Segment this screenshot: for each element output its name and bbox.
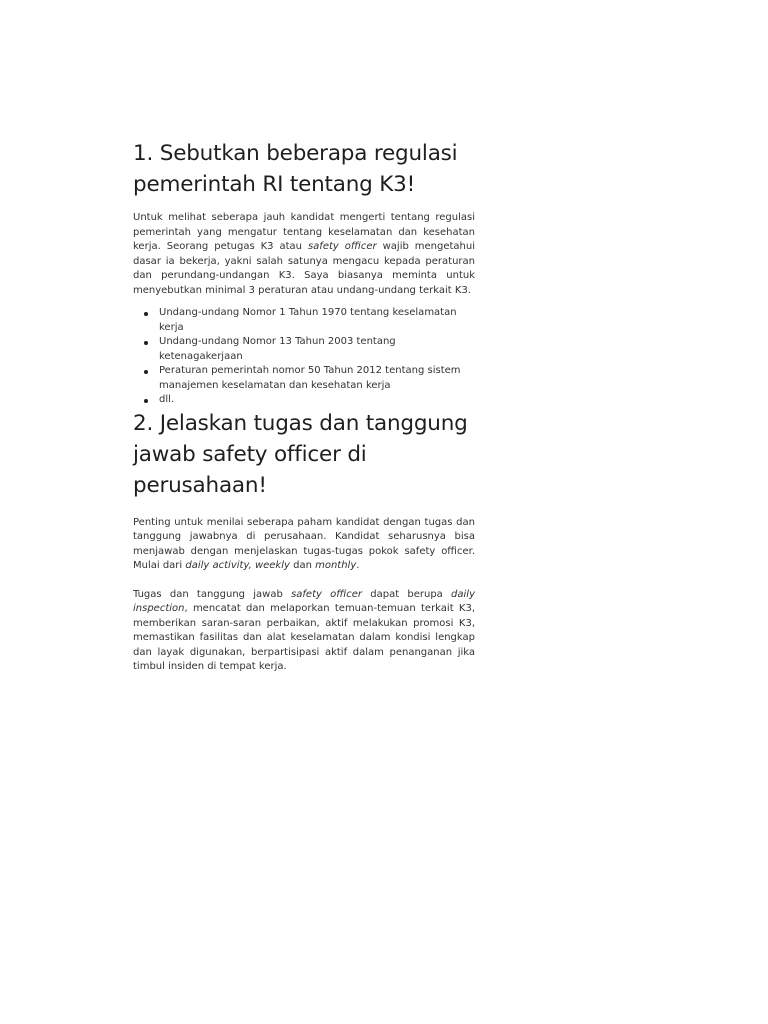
list-item: Peraturan pemerintah nomor 50 Tahun 2012 tentang sistem manajemen keselamatan dan kesehatan kerja bbox=[159, 364, 475, 393]
list-item: Undang-undang Nomor 13 Tahun 2003 tentang ketenagakerjaan bbox=[159, 335, 475, 364]
text-run: dapat berupa bbox=[362, 588, 452, 600]
list-item: Undang-undang Nomor 1 Tahun 1970 tentang keselamatan kerja bbox=[159, 306, 475, 335]
text-run: . bbox=[356, 560, 360, 571]
italic-term: monthly bbox=[315, 560, 357, 571]
question-1-paragraph bbox=[133, 211, 475, 298]
text-run: wajib mengetahui dasar ia bekerja, yakni salah satunya mengacu kepada peraturan dan perundang-undangan K3. Saya biasanya meminta untuk menyebutkan minimal 3 peraturan atau undang-undang terkait K3. bbox=[133, 241, 476, 296]
regulation-list bbox=[133, 306, 475, 408]
italic-term: safety officer bbox=[307, 241, 377, 252]
question-2-heading: 2. Jelaskan tugas dan tanggung jawab safety officer di perusahaan! bbox=[133, 410, 468, 498]
question-1-heading: 1. Sebutkan beberapa regulasi pemerintah RI tentang K3! bbox=[133, 141, 458, 197]
text-run: Tugas dan tanggung jawab bbox=[133, 588, 292, 600]
text-run: Untuk melihat seberapa jauh kandidat mengerti tentang regulasi pemerintah yang mengatur tentang keselamatan dan kesehatan kerja. Seorang petugas K3 atau bbox=[133, 212, 475, 252]
italic-term: daily activity, weekly bbox=[185, 560, 290, 571]
italic-term: safety officer bbox=[291, 588, 363, 600]
text-run: dan bbox=[289, 560, 316, 571]
question-2-paragraph-1 bbox=[133, 516, 475, 574]
list-item: dll. bbox=[159, 393, 475, 408]
question-2-paragraph-2 bbox=[133, 588, 475, 675]
document-page bbox=[133, 138, 475, 675]
text-run: , mencatat dan melaporkan temuan-temuan terkait K3, memberikan saran-saran perbaikan, aktif melakukan promosi K3, memastikan fasilitas dan alat keselamatan dalam kondisi lengkap dan layak digunakan, berpartisipasi aktif dalam penanganan jika timbul insiden di tempat kerja. bbox=[133, 603, 475, 672]
text-run: Penting untuk menilai seberapa paham kandidat dengan tugas dan tanggung jawabnya di perusahaan. Kandidat seharusnya bisa menjawab dengan menjelaskan tugas-tugas pokok safety officer. Mulai dari bbox=[133, 516, 475, 571]
italic-term: daily inspection bbox=[133, 588, 475, 614]
